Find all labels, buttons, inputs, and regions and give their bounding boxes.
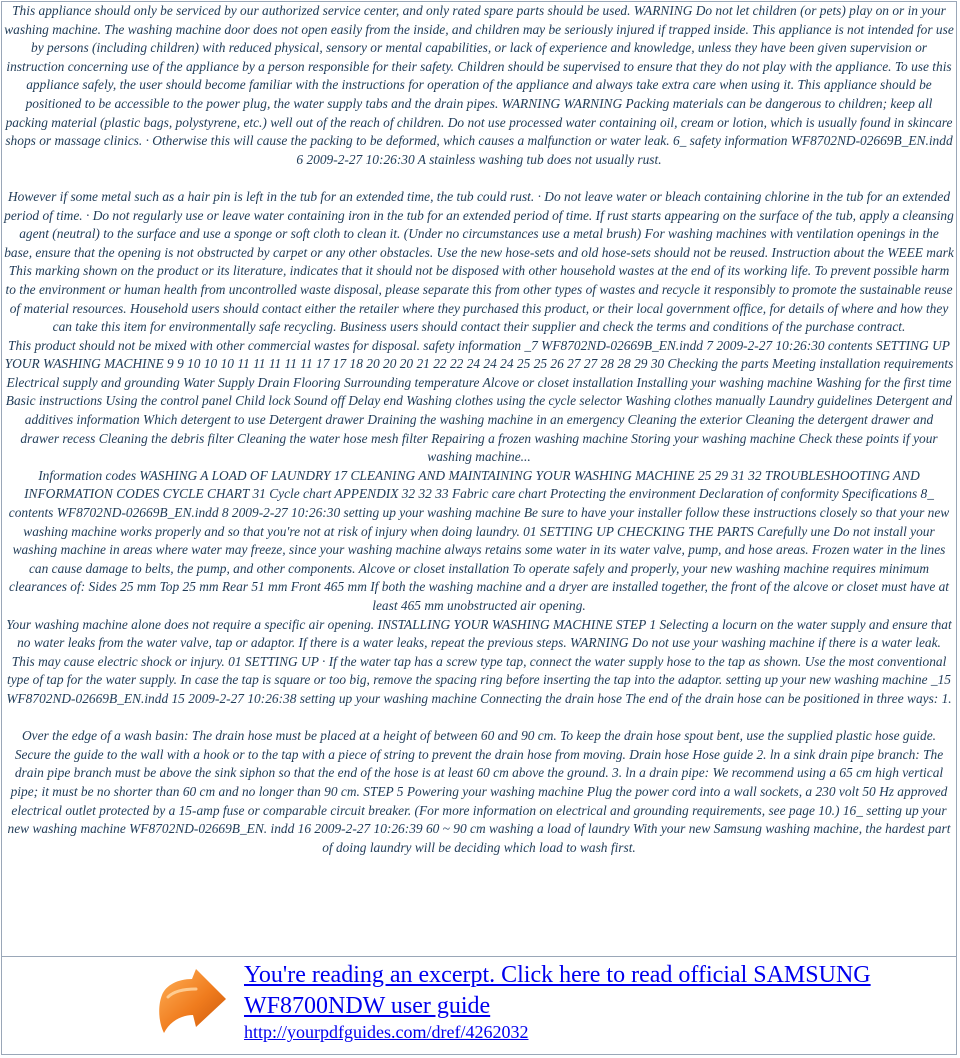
orange-arrow-logo-icon	[156, 965, 232, 1041]
paragraph-installing: Your washing machine alone does not require a specific air opening. INSTALLING YOUR WASHING MACHINE STEP 1 Selecting a locurn on the water supply and ensure that no water leaks from the water valve, tap or adaptor. If there is a water leaks, repeat the previous steps. WARNING Do not use your washing machine if there is a water leak. This may cause electric shock or injury. 01 SETTING UP · If the water tap has a screw type tap, connect the water supply hose to the tap as shown. Use the most conventional type of tap for the water supply. In case the tap is square or too big, remove the spacing ring before inserting the tap into the adaptor. setting up your new washing machine _15 WF8702ND-02669B_EN.indd 15 2009-2-27 10:26:38 setting up your washing machine Connecting the drain hose The end of the drain hose can be positioned in three ways: 1.	[6, 616, 952, 706]
paragraph-setting-up: Information codes WASHING A LOAD OF LAUNDRY 17 CLEANING AND MAINTAINING YOUR WASHING MACHINE 25 29 31 32 TROUBLESHOOTING AND INFORMATION CODES CYCLE CHART 31 Cycle chart APPENDIX 32 32 33 Fabric care chart Protecting the environment Declaration of conformity Specifications 8_ contents WF8702ND-02669B_EN.indd 8 2009-2-27 10:26:30 setting up your washing machine Be sure to have your installer follow these instructions closely so that your new washing machine works properly and so that you're not at risk of injury when doing laundry. 01 SETTING UP CHECKING THE PARTS Carefully une Do not install your washing machine in areas where water may freeze, since your washing machine always retains some water in its water valve, pump, and hose areas. Frozen water in the lines can cause damage to belts, the pump, and other components. Alcove or closet installation To operate safely and properly, your new washing machine requires minimum clearances of: Sides 25 mm Top 25 mm Rear 51 mm Front 465 mm If both the washing machine and a dryer are installed together, the front of the alcove or closet must have at least 465 mm unobstructed air opening.	[8, 467, 950, 613]
paragraph-drain-hose: Over the edge of a wash basin: The drain hose must be placed at a height of between 60 and 90 cm. To keep the drain hose spout bent, use the supplied plastic hose guide. Secure the guide to the wall with a hook or to the tap with a piece of string to prevent the drain hose from moving. Drain hose Hose guide 2. ln a sink drain pipe branch: The drain pipe branch must be above the sink siphon so that the end of the hose is at least 60 cm above the ground. 3. ln a drain pipe: We recommend using a 65 cm high vertical pipe; it must be no shorter than 60 cm and no longer than 90 cm. STEP 5 Powering your washing machine Plug the power cord into a wall sockets, a 230 volt 50 Hz approved electrical outlet protected by a 15-amp fuse or comparable circuit breaker. (For more information on electrical and grounding requirements, see page 10.) 16_ setting up your new washing machine WF8702ND-02669B_EN. indd 16 2009-2-27 10:26:39 60 ~ 90 cm washing a load of laundry With your new Samsung washing machine, the hardest part of doing laundry will be deciding which load to wash first.	[7, 728, 951, 855]
paragraph-contents: This product should not be mixed with other commercial wastes for disposal. safety information _7 WF8702ND-02669B_EN.indd 7 2009-2-27 10:26:30 contents SETTING UP YOUR WASHING MACHINE 9 9 10 10 10 11 11 11 11 11 17 17 18 20 20 20 21 22 22 24 24 24 25 25 26 27 27 28 28 29 30 Checking the parts Meeting installation requirements Electrical supply and grounding Water Supply Drain Flooring Surrounding temperature Alcove or closet installation Installing your washing machine Washing for the first time Basic instructions Using the control panel Child lock Sound off Delay end Washing clothes using the cycle selector Washing clothes manually Laundry guidelines Detergent and additives information Which detergent to use Detergent drawer Draining the washing machine in an emergency Cleaning the exterior Cleaning the detergent drawer and drawer recess Cleaning the debris filter Cleaning the water hose mesh filter Repairing a frozen washing machine Storing your washing machine Check these points if your washing machine...	[4, 337, 954, 465]
paragraph-safety: This appliance should only be serviced by our authorized service center, and only rated spare parts should be used. WARNING Do not let children (or pets) play on or in your washing machine. The washing machine door does not open easily from the inside, and children may be seriously injured if trapped inside. This appliance is not intended for use by persons (including children) with reduced physical, sensory or mental capabilities, or lack of experience and knowledge, unless they have been given supervision or instruction concerning use of the appliance by a person responsible for their safety. Children should be supervised to ensure that they do not play with the appliance. To use this appliance safely, the user should become familiar with the instructions for operation of the appliance and always take extra care when using it. This appliance should be positioned to be accessible to the power plug, the water supply tabs and the drain pipes. WARNING WARNING Packing materials can be dangerous to children; keep all packing material (plastic bags, polystyrene, etc.) well out of the reach of children. Do not use processed water containing oil, cream or lotion, which is usually found in skincare shops or massage clinics. · Otherwise this will cause the packing to be deformed, which causes a malfunction or water leak. 6_ safety information WF8702ND-02669B_EN.indd 6 2009-2-27 10:26:30 A stainless washing tub does not usually rust.	[4, 3, 954, 167]
paragraph-rust: However if some metal such as a hair pin is left in the tub for an extended time, the tub could rust. · Do not leave water or bleach containing chlorine in the tub for an extended period of time. · Do not regularly use or leave water containing iron in the tub for an extended period of time. If rust starts appearing on the surface of the tub, apply a cleansing agent (neutral) to the surface and use a sponge or soft cloth to clean it. (Under no circumstances use a metal brush) For washing machines with ventilation openings in the base, ensure that the opening is not obstructed by carpet or any other obstacles. Use the new hose-sets and old hose-sets should not be reused. Instruction about the WEEE mark This marking shown on the product or its literature, indicates that it should not be disposed with other household wastes at the end of its working life. To prevent possible harm to the environment or human health from uncontrolled waste disposal, please separate this from other types of wastes and recycle it responsibly to promote the sustainable reuse of material resources. Household users should contact either the retailer where they purchased this product, or their local government office, for details of where and how they can take this item for environmentally safe recycling. Business users should contact their supplier and check the terms and conditions of the purchase contract.	[4, 188, 954, 335]
guide-url-link[interactable]: http://yourpdfguides.com/dref/4262032	[244, 1022, 529, 1042]
read-full-guide-link[interactable]: You're reading an excerpt. Click here to read official SAMSUNG WF8700NDW user guide	[244, 962, 871, 1019]
footer	[0, 957, 958, 1056]
